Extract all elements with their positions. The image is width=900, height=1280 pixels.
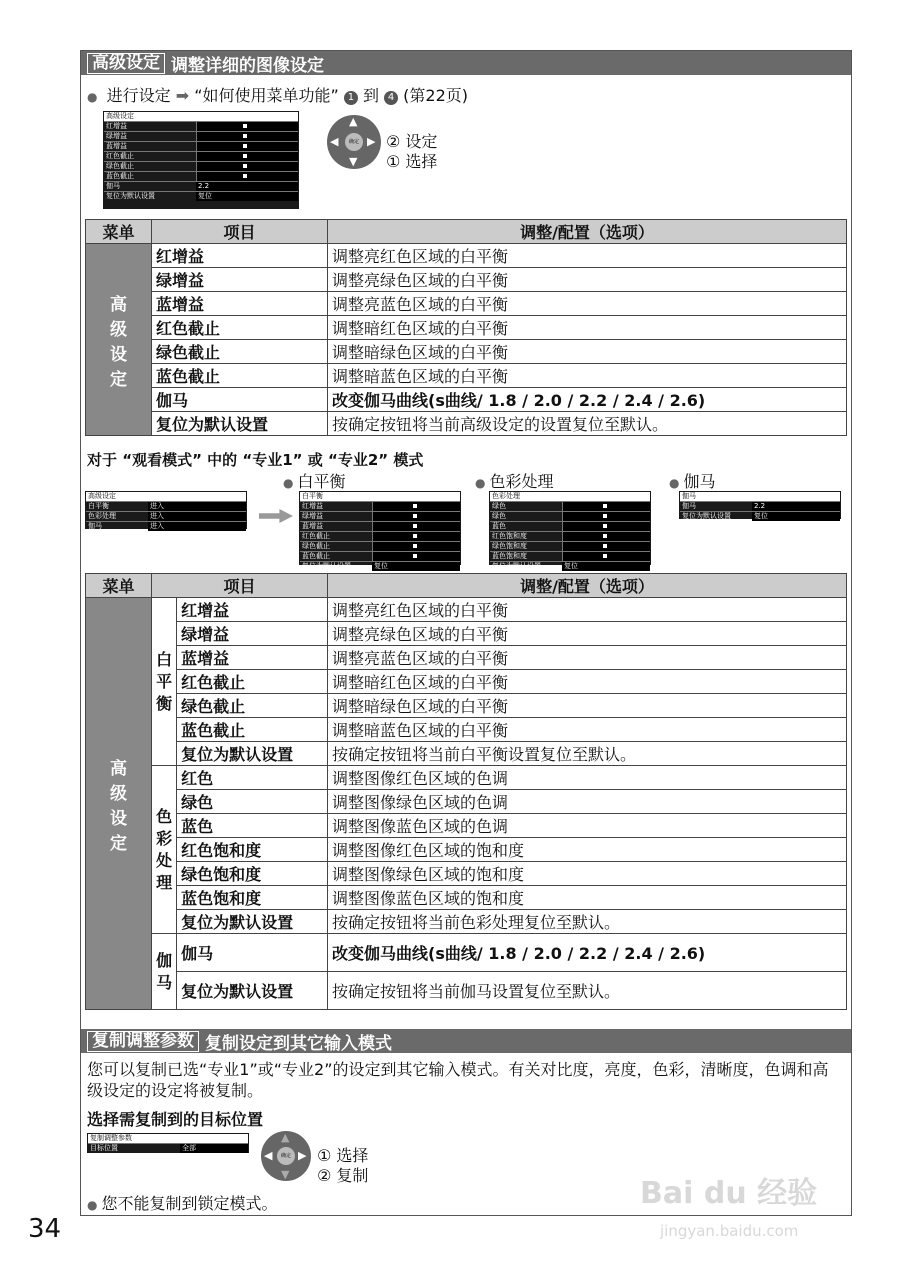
right-arrow-icon: ▶ (367, 135, 376, 148)
slider-bar (372, 532, 460, 541)
table-row (86, 886, 847, 910)
up-arrow-icon: ▲ (349, 115, 358, 128)
menu-row (86, 521, 246, 531)
menu-cell (86, 598, 152, 1010)
menu-row (104, 121, 298, 131)
slider-bar (196, 152, 298, 161)
menu-row (104, 141, 298, 151)
remote-nav-pad (327, 115, 381, 169)
menu-row (104, 171, 298, 181)
menu-row (490, 561, 650, 571)
table-row (86, 340, 847, 364)
slider-bar (372, 552, 460, 561)
watermark-url: jingyan.baidu.com (660, 1222, 799, 1240)
desc-cell: 按确定按钮将当前伽马设置复位至默认。 (328, 972, 847, 1010)
wb-label: ● 白平衡 (283, 469, 346, 492)
col-desc: 调整/配置（选项） (328, 220, 847, 244)
slider-bar (372, 522, 460, 531)
pro-gamma-menu-screenshot: 伽马 伽马 2.2 复位为默认设置 复位 (679, 491, 841, 519)
menu-row-value: 复位 (196, 192, 298, 201)
menu-row (490, 521, 650, 531)
desc-cell: 调整暗蓝色区域的白平衡 (328, 718, 847, 742)
menu-char: 高 (110, 294, 127, 315)
group-cell (152, 598, 177, 766)
table-row (86, 862, 847, 886)
col-item: 项目 (152, 220, 328, 244)
item-cell: 红增益 (152, 244, 328, 268)
menu-row (104, 191, 298, 201)
menu-row-label: 绿色饱和度 (492, 542, 527, 550)
step-circle-1: 1 (344, 91, 358, 105)
slider-bar (196, 172, 298, 181)
col-menu: 菜单 (86, 220, 152, 244)
item-cell: 蓝色截止 (177, 718, 328, 742)
section-tag: 复制调整参数 (87, 1031, 199, 1052)
group-char: 理 (156, 872, 173, 892)
section-tag: 高级设定 (87, 53, 165, 74)
desc-cell: 调整暗红色区域的白平衡 (328, 316, 847, 340)
menu-row-label: 绿色截止 (106, 162, 134, 170)
menu-row (490, 501, 650, 511)
menu-row-label: 色彩处理 (88, 512, 116, 520)
pro-settings-table (85, 573, 847, 1010)
desc-cell: 调整图像蓝色区域的饱和度 (328, 886, 847, 910)
up-arrow-icon: ▲ (281, 1131, 290, 1144)
item-cell: 蓝色 (177, 814, 328, 838)
item-cell: 红色截止 (152, 316, 328, 340)
set-label: ② 设定 (386, 132, 438, 151)
arrow-right-icon: ➡ (175, 86, 190, 105)
menu-row (490, 551, 650, 561)
col-desc: 调整/配置（选项） (328, 574, 847, 598)
desc-cell: 按确定按钮将当前高级设定的设置复位至默认。 (328, 412, 847, 436)
page-number: 34 (28, 1214, 62, 1244)
copy-menu-screenshot: 复制调整参数 目标位置 全部 (87, 1133, 249, 1153)
desc-cell: 调整图像绿色区域的色调 (328, 790, 847, 814)
item-cell: 蓝色截止 (152, 364, 328, 388)
menu-row (490, 531, 650, 541)
menu-row-label: 蓝色截止 (302, 552, 330, 560)
table-row (86, 412, 847, 436)
desc-cell: 调整暗绿色区域的白平衡 (328, 694, 847, 718)
table-row (86, 838, 847, 862)
item-cell: 蓝增益 (152, 292, 328, 316)
menu-row-label: 伽马 (88, 522, 102, 530)
menu-row-label: 红色截止 (302, 532, 330, 540)
desc-cell: 调整暗蓝色区域的白平衡 (328, 364, 847, 388)
group-char: 马 (156, 972, 173, 992)
menu-row (104, 181, 298, 191)
slider-bar (562, 502, 650, 511)
menu-row-label: 绿色 (492, 502, 506, 510)
item-cell: 复位为默认设置 (177, 742, 328, 766)
section-header-advanced (81, 51, 851, 75)
copy-paragraph: 您可以复制已选“专业1”或“专业2”的设定到其它输入模式。有关对比度，亮度，色彩，清晰度，色调和高级设定的设定将被复制。 (87, 1060, 829, 1100)
desc-cell: 调整亮绿色区域的白平衡 (328, 622, 847, 646)
menu-row (86, 501, 246, 511)
item-cell: 蓝增益 (177, 646, 328, 670)
table-row (86, 742, 847, 766)
step-circle-4: 4 (384, 91, 398, 105)
slider-bar (562, 512, 650, 521)
instruction-line: ● 进行设定 ➡ “如何使用菜单功能” 1 到 4 (第22页) (87, 83, 468, 106)
item-cell: 红色饱和度 (177, 838, 328, 862)
menu-row-label: 蓝增益 (302, 522, 323, 530)
menu-row-label: 蓝色 (492, 522, 506, 530)
item-cell: 复位为默认设置 (177, 910, 328, 934)
advanced-settings-table (85, 219, 847, 436)
menu-row-label: 红增益 (106, 122, 127, 130)
left-arrow-icon: ◀ (264, 1149, 273, 1162)
item-cell: 红增益 (177, 598, 328, 622)
item-cell: 红色截止 (177, 670, 328, 694)
menu-row (300, 531, 460, 541)
pro-wb-menu-screenshot: 白平衡 红增益 绿增益 蓝增益 红色截止 绿色截止 蓝色截止 复位为默认设置 复位 (299, 491, 461, 565)
slider-bar (562, 532, 650, 541)
group-char: 白 (156, 649, 173, 669)
desc-cell: 按确定按钮将当前色彩处理复位至默认。 (328, 910, 847, 934)
desc-cell: 调整亮绿色区域的白平衡 (328, 268, 847, 292)
menu-row-label: 绿色截止 (302, 542, 330, 550)
menu-row-label: 白平衡 (88, 502, 109, 510)
item-cell: 红色 (177, 766, 328, 790)
desc-cell: 调整亮红色区域的白平衡 (328, 598, 847, 622)
menu-char: 定 (110, 833, 127, 854)
item-cell: 复位为默认设置 (177, 972, 328, 1010)
table-row (86, 790, 847, 814)
pro-main-menu-screenshot: 高级设定 白平衡 进入 色彩处理 进入 伽马 进入 (85, 491, 247, 529)
slider-bar (562, 542, 650, 551)
slider-bar (562, 552, 650, 561)
item-cell: 绿色截止 (177, 694, 328, 718)
menu-row (300, 521, 460, 531)
slider-bar (562, 522, 650, 531)
group-char: 衡 (156, 693, 173, 713)
item-cell: 伽马 (177, 934, 328, 972)
table-row (86, 388, 847, 412)
pro-mode-heading: 对于 “观看模式” 中的 “专业1” 或 “专业2” 模式 (87, 451, 424, 469)
menu-row-label: 复位为默认设置 (302, 562, 351, 570)
select-label: ① 选择 (317, 1146, 369, 1165)
advanced-menu-screenshot: 高级设定 红增益 绿增益 蓝增益 红色截止 绿色截止 蓝色截止 伽马 2.2 复位为默认设置 复位 (103, 111, 299, 209)
menu-row (300, 511, 460, 521)
menu-row (86, 511, 246, 521)
group-cell (152, 766, 177, 934)
menu-row-value: 复位 (752, 512, 840, 521)
page-frame (80, 50, 852, 1216)
menu-cell (86, 244, 152, 436)
item-cell: 绿增益 (152, 268, 328, 292)
group-char: 平 (156, 671, 173, 691)
slider-bar (196, 122, 298, 131)
table-row (86, 268, 847, 292)
menu-row-value: 进入 (148, 512, 246, 521)
menu-char: 级 (110, 783, 127, 804)
group-char: 彩 (156, 828, 173, 848)
group-char: 色 (156, 806, 173, 826)
desc-cell: 改变伽马曲线(s曲线/ 1.8 / 2.0 / 2.2 / 2.4 / 2.6) (328, 388, 847, 412)
menu-row-label: 红增益 (302, 502, 323, 510)
menu-row-label: 红色截止 (106, 152, 134, 160)
slider-bar (372, 542, 460, 551)
desc-cell: 调整图像红色区域的色调 (328, 766, 847, 790)
menu-row-label: 红色饱和度 (492, 532, 527, 540)
item-cell: 绿色 (177, 790, 328, 814)
watermark-brand: Bai du 经验 (640, 1176, 818, 1211)
table-row (86, 646, 847, 670)
item-cell: 蓝色饱和度 (177, 886, 328, 910)
menu-row-value: 2.2 (752, 502, 840, 511)
menu-char: 高 (110, 758, 127, 779)
group-cell (152, 934, 177, 1010)
menu-char: 级 (110, 319, 127, 340)
ok-button-icon: 确定 (277, 1147, 295, 1165)
menu-row (104, 151, 298, 161)
table-row (86, 598, 847, 622)
menu-row (490, 511, 650, 521)
menu-row (680, 511, 840, 521)
menu-row-label: 伽马 (106, 182, 120, 190)
menu-row (300, 501, 460, 511)
table-row (86, 814, 847, 838)
color-process-label: ● 色彩处理 (475, 469, 554, 492)
menu-row-label: 蓝色截止 (106, 172, 134, 180)
item-cell: 绿增益 (177, 622, 328, 646)
menu-row-value: 进入 (148, 522, 246, 531)
table-row (86, 694, 847, 718)
col-menu: 菜单 (86, 574, 152, 598)
table-row (86, 934, 847, 972)
menu-row (104, 161, 298, 171)
menu-char: 定 (110, 369, 127, 390)
copy-note: ● 您不能复制到锁定模式。 (87, 1191, 278, 1214)
menu-char: 设 (110, 344, 127, 365)
menu-row (300, 551, 460, 561)
desc-cell: 改变伽马曲线(s曲线/ 1.8 / 2.0 / 2.2 / 2.4 / 2.6) (328, 934, 847, 972)
menu-row (300, 541, 460, 551)
desc-cell: 调整亮红色区域的白平衡 (328, 244, 847, 268)
desc-cell: 调整亮蓝色区域的白平衡 (328, 292, 847, 316)
item-cell: 绿色截止 (152, 340, 328, 364)
table-row (86, 910, 847, 934)
menu-row (490, 541, 650, 551)
desc-cell: 调整图像红色区域的饱和度 (328, 838, 847, 862)
table-row (86, 316, 847, 340)
copy-label: ② 复制 (317, 1166, 369, 1185)
menu-row-label: 蓝色饱和度 (492, 552, 527, 560)
arrow-right-icon (259, 509, 293, 523)
menu-row-label: 复位为默认设置 (682, 512, 731, 520)
section-title: 调整详细的图像设定 (171, 55, 324, 76)
down-arrow-icon: ▼ (281, 1168, 290, 1181)
menu-char: 设 (110, 808, 127, 829)
col-item: 项目 (152, 574, 328, 598)
slider-bar (196, 162, 298, 171)
desc-cell: 调整图像绿色区域的饱和度 (328, 862, 847, 886)
right-arrow-icon: ▶ (298, 1149, 307, 1162)
section-title: 复制设定到其它输入模式 (205, 1033, 392, 1054)
slider-bar (372, 502, 460, 511)
menu-row-label: 绿增益 (302, 512, 323, 520)
group-char: 伽 (156, 950, 173, 970)
menu-row-label: 复位为默认设置 (106, 192, 155, 200)
menu-row-label: 复位为默认设置 (492, 562, 541, 570)
group-char: 处 (156, 850, 173, 870)
table-row (86, 718, 847, 742)
table-row (86, 972, 847, 1010)
table-row (86, 622, 847, 646)
slider-bar (196, 142, 298, 151)
table-row (86, 244, 847, 268)
gamma-label: ● 伽马 (669, 469, 716, 492)
pro-color-menu-screenshot: 色彩处理 绿色 绿色 蓝色 红色饱和度 绿色饱和度 蓝色饱和度 复位为默认设置 复位 (489, 491, 651, 565)
menu-row-value: 复位 (372, 562, 460, 571)
desc-cell: 按确定按钮将当前白平衡设置复位至默认。 (328, 742, 847, 766)
desc-cell: 调整图像蓝色区域的色调 (328, 814, 847, 838)
desc-cell: 调整暗红色区域的白平衡 (328, 670, 847, 694)
menu-row-value: 2.2 (196, 182, 298, 191)
remote-nav-pad (261, 1131, 311, 1181)
section-header-copy (81, 1029, 851, 1053)
desc-cell: 调整亮蓝色区域的白平衡 (328, 646, 847, 670)
menu-row-value: 进入 (148, 502, 246, 511)
menu-row-label: 蓝增益 (106, 142, 127, 150)
menu-row-label: 绿增益 (106, 132, 127, 140)
table-row (86, 364, 847, 388)
menu-row-label: 伽马 (682, 502, 696, 510)
item-cell: 伽马 (152, 388, 328, 412)
table-row (86, 292, 847, 316)
menu-row-label: 绿色 (492, 512, 506, 520)
slider-bar (196, 132, 298, 141)
menu-row (680, 501, 840, 511)
menu-row (300, 561, 460, 571)
table-row (86, 670, 847, 694)
select-label: ① 选择 (386, 152, 438, 171)
table-row (86, 766, 847, 790)
slider-bar (372, 512, 460, 521)
menu-row (104, 131, 298, 141)
left-arrow-icon: ◀ (330, 135, 339, 148)
ok-button-icon: 确定 (345, 133, 363, 151)
down-arrow-icon: ▼ (349, 155, 358, 168)
menu-row-value: 复位 (562, 562, 650, 571)
item-cell: 绿色饱和度 (177, 862, 328, 886)
copy-subheading: 选择需复制到的目标位置 (87, 1110, 264, 1129)
item-cell: 复位为默认设置 (152, 412, 328, 436)
desc-cell: 调整暗绿色区域的白平衡 (328, 340, 847, 364)
